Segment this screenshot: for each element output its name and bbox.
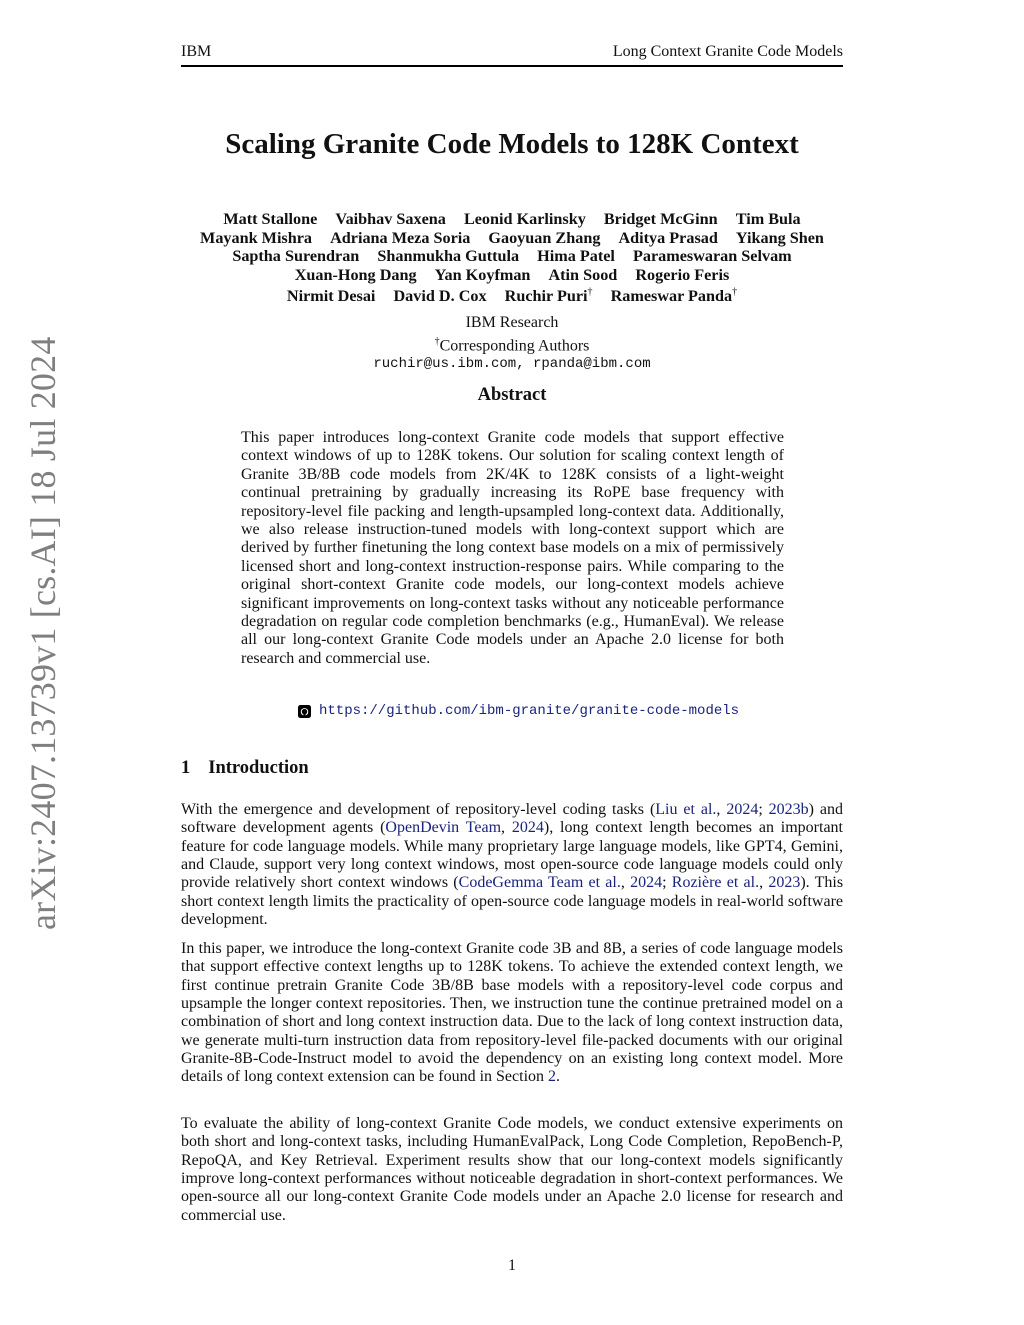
paper-title: Scaling Granite Code Models to 128K Context	[225, 128, 799, 160]
author: Leonid Karlinsky	[463, 210, 586, 228]
page-number: 1	[508, 1257, 516, 1274]
section-ref-link[interactable]: 2	[548, 1068, 557, 1086]
author: Nirmit Desai	[286, 287, 376, 306]
author: Matt Stallone	[223, 210, 318, 228]
author-list	[160, 210, 864, 306]
author: Saptha Surendran	[232, 247, 360, 265]
corresponding-note: †Corresponding Authors	[434, 335, 590, 354]
abstract-heading: Abstract	[477, 385, 547, 405]
github-link-row[interactable]	[298, 703, 739, 719]
citation-link[interactable]: 2024	[511, 819, 544, 837]
author-corresponding: Rameswar Panda†	[610, 287, 738, 306]
citation-link[interactable]: 2023	[768, 874, 801, 892]
section-heading	[181, 758, 309, 779]
intro-paragraph-3: To evaluate the ability of long-context Granite Code models, we conduct extensive experiments on both short and long-context tasks, including HumanEvalPack, Long Code Completion, RepoBench-P, RepoQA, and Key Retrieval. Experiment results show that our long-context models significantly improve long-context performances without noticeable degradation in short-context performances. We open-source all our long-context Granite Code models under an Apache 2.0 license for research and commercial use.	[181, 1115, 843, 1224]
section-title: Introduction	[208, 758, 309, 778]
affiliation-org: IBM Research	[465, 314, 559, 331]
dagger-mark: †	[732, 287, 738, 298]
author-row	[160, 247, 864, 266]
author-row	[160, 266, 864, 285]
author: Gaoyuan Zhang	[488, 228, 601, 247]
author: Xuan-Hong Dang	[294, 265, 417, 284]
author: David D. Cox	[393, 287, 487, 306]
author-row	[160, 229, 864, 248]
running-header-left: IBM	[181, 43, 212, 60]
header-rule	[181, 65, 843, 67]
citation-link[interactable]: 2023b	[768, 801, 809, 818]
author: Bridget McGinn	[603, 210, 718, 228]
intro-paragraph-1: With the emergence and development of repository-level coding tasks (Liu et al., 2024; 2023b) and software development agents (OpenDevin Team, 2024), long context length becomes an important feature for code language models. While many proprietary large language models, like GPT4, Gemini, and Claude, support very long context windows, most open-source code language models could only provide relatively short context windows (CodeGemma Team et al., 2024; Rozière et al., 2023). This short context length limits the practicality of open-source code language models in real-world software development.	[181, 801, 844, 929]
citation-link[interactable]: Liu et al.	[655, 801, 717, 818]
author-row	[160, 210, 864, 229]
author-corresponding: Ruchir Puri†	[504, 287, 593, 306]
author: Rogerio Feris	[635, 265, 730, 284]
author: Aditya Prasad	[618, 228, 718, 247]
github-url[interactable]: https://github.com/ibm-granite/granite-code-models	[319, 703, 740, 719]
author: Parameswaran Selvam	[632, 247, 792, 265]
dagger-mark: †	[587, 287, 593, 298]
arxiv-stamp: arXiv:2407.13739v1 [cs.AI] 18 Jul 2024	[23, 336, 63, 930]
author: Hima Patel	[537, 247, 615, 265]
author: Atin Sood	[548, 265, 618, 284]
github-icon	[298, 705, 311, 718]
citation-link[interactable]: 2024	[630, 874, 663, 892]
author: Yikang Shen	[735, 228, 824, 247]
citation-link[interactable]: Rozière et al.	[671, 874, 760, 892]
citation-link[interactable]: OpenDevin Team	[385, 819, 502, 837]
author: Tim Bula	[735, 210, 801, 228]
author: Shanmukha Guttula	[377, 247, 520, 265]
author: Adriana Meza Soria	[330, 228, 471, 247]
author: Mayank Mishra	[200, 228, 313, 247]
citation-link[interactable]: 2024	[726, 801, 759, 818]
citation-link[interactable]: CodeGemma Team et al.	[458, 874, 621, 892]
affiliation-block	[0, 314, 1024, 374]
abstract-text: This paper introduces long-context Granite code models that support effective context windows of up to 128K tokens. Our solution for scaling context length of Granite 3B/8B code models from 2K/4K to 128K consists of a light-weight continual pretraining by gradually increasing its RoPE base frequency with repository-level file packing and length-upsampled long-context data. Additionally, we also release instruction-tuned models with long-context support which are derived by further finetuning the long context base models on a mix of permissively licensed short and long-context instruction-response pairs. While comparing to the original short-context Granite code models, our long-context models achieve significant improvements on long-context tasks without any noticeable performance degradation on regular code completion benchmarks (e.g., HumanEval). We release all our long-context Granite Code models under an Apache 2.0 license for both research and commercial use.	[241, 429, 784, 667]
intro-paragraph-2: In this paper, we introduce the long-context Granite code 3B and 8B, a series of code language models that support effective context lengths up to 128K tokens. To achieve the extended context length, we first continue pretrain Granite Code 3B/8B base models with a repository-level code corpus and upsample the longer context repositories. Then, we instruction tune the continue pretrained model on a combination of short and long context instruction data. Due to the lack of long context instruction data, we generate multi-turn instruction data from repository-level file-packed documents with our original Granite-8B-Code-Instruct model to avoid the dependency on an existing long context model. More details of long context extension can be found in Section 2.	[181, 940, 843, 1086]
running-header-right: Long Context Granite Code Models	[612, 43, 843, 60]
section-number: 1	[181, 758, 191, 778]
author: Yan Koyfman	[434, 265, 531, 284]
author-row	[160, 284, 864, 306]
author-emails: ruchir@us.ibm.com, rpanda@ibm.com	[373, 356, 651, 373]
dagger-mark: †	[434, 335, 440, 347]
author: Vaibhav Saxena	[335, 210, 446, 228]
